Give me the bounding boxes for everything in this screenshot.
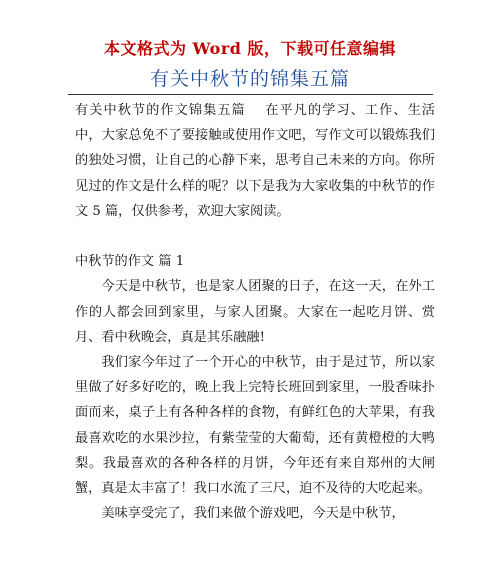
section-heading: 中秋节的作文 篇 1 xyxy=(75,254,185,270)
body-paragraph: 我们家今年过了一个开心的中秋节，由于是过节，所以家里做了好多好吃的，晚上我上完特长班回到家里，一股香味扑面而来，桌子上有各种各样的食物，有鲜红色的大苹果，有我最喜欢吃的水果沙拉，有紫莹莹的大葡萄，还有黄橙橙的大鸭梨。我最喜欢的各种各样的月饼，今年还有来自郑州的大闸蟹，真是太丰富了！我口水流了三尺，迫不及待的大吃起来。 xyxy=(75,355,435,497)
body-paragraph: 美味享受完了，我们来做个游戏吧，今天是中秋节， xyxy=(101,506,405,522)
title-divider xyxy=(68,94,433,95)
paragraph-gap xyxy=(75,224,435,249)
format-banner: 本文格式为 Word 版，下载可任意编辑 xyxy=(103,39,397,58)
body-paragraph: 今天是中秋节，也是家人团聚的日子，在这一天，在外工作的人都会回到家里，与家人团聚。大家在一起吃月饼、赏月、看中秋晚会，真是其乐融融! xyxy=(75,279,435,345)
document-body xyxy=(75,98,435,526)
document-title: 有关中秋节的锦集五篇 xyxy=(149,68,350,90)
intro-paragraph: 有关中秋节的作文锦集五篇 在平凡的学习、工作、生活中，大家总免不了要接触或使用作文吧，写作文可以锻炼我们的独处习惯，让自己的心静下来，思考自己未来的方向。你所见过的作文是什么样的呢？以下是我为大家收集的中秋节的作文 5 篇，仅供参考，欢迎大家阅读。 xyxy=(75,103,435,219)
